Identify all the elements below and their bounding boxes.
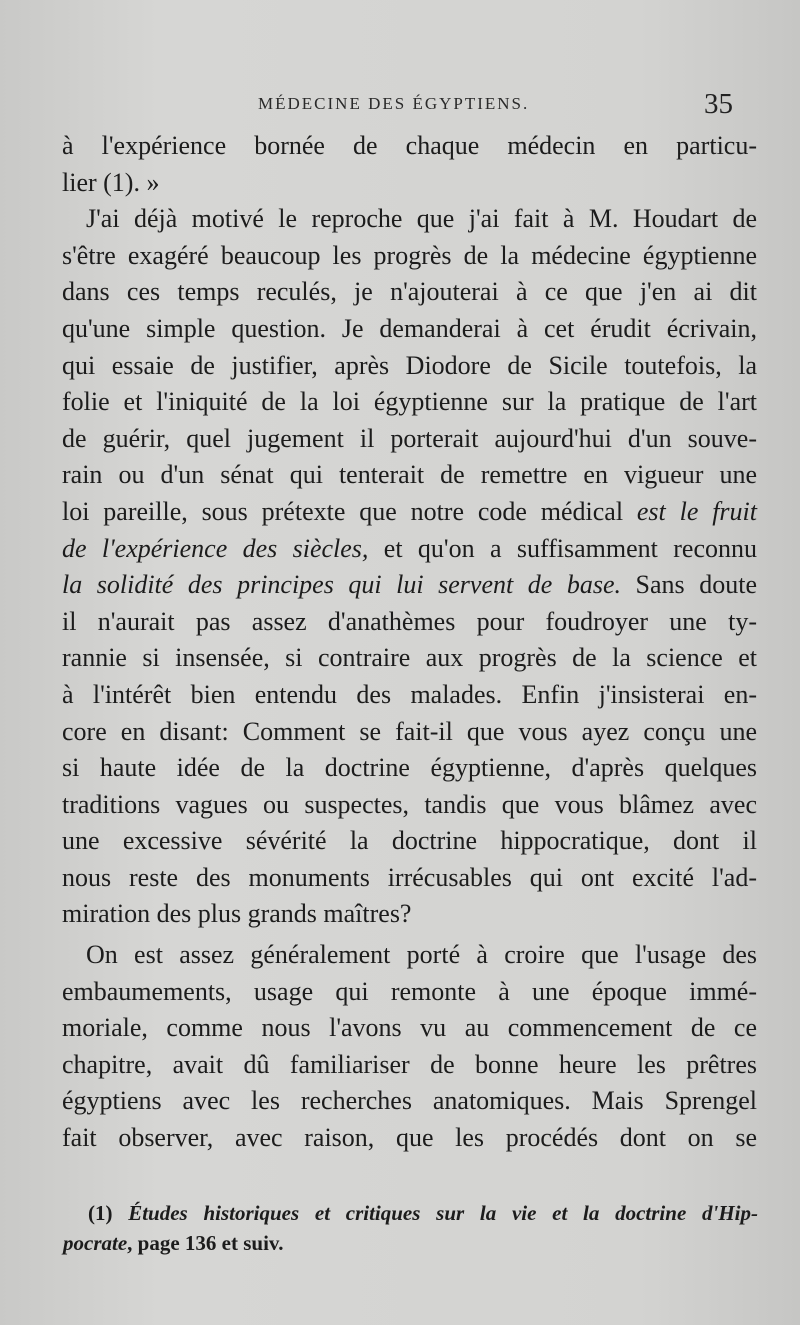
body-line <box>62 640 757 677</box>
body-line <box>62 201 757 238</box>
text-run: folie et l'iniquité de la loi égyptienne sur la pratique de l'art <box>62 387 757 417</box>
text-run: (1) <box>88 1201 129 1225</box>
text-run: core en disant: Comment se fait-il que vous ayez conçu une <box>62 716 757 746</box>
body-line <box>62 750 757 787</box>
text-run: chapitre, avait dû familiariser de bonne heure les prêtres <box>62 1049 757 1079</box>
body-line <box>62 604 757 641</box>
footnote-line <box>88 1198 758 1228</box>
italic-text: la solidité des principes qui lui servent de base. <box>62 570 622 600</box>
body-line <box>62 457 757 494</box>
body-line <box>62 1120 757 1157</box>
text-run: rain ou d'un sénat qui tenterait de remettre en vigueur une <box>62 460 757 490</box>
footnote <box>63 1198 758 1258</box>
body-line <box>62 128 757 165</box>
italic-text: pocrate <box>63 1231 128 1255</box>
text-run: loi pareille, sous prétexte que notre code médical <box>62 496 637 526</box>
text-run: , page 136 et suiv. <box>127 1231 284 1255</box>
italic-text: Études historiques et critiques sur la vie et la doctrine d'Hip- <box>128 1201 758 1225</box>
text-run: et qu'on a suffisamment reconnu <box>368 533 757 563</box>
text-run: à l'expérience bornée de chaque médecin en particu- <box>62 131 757 160</box>
italic-text: est le fruit <box>636 496 757 526</box>
body-line <box>62 1047 757 1084</box>
body-line <box>62 238 757 275</box>
body-line <box>62 787 757 824</box>
text-run: de guérir, quel jugement il porterait aujourd'hui d'un souve- <box>62 423 757 453</box>
text-run: à l'intérêt bien entendu des malades. Enfin j'insisterai en- <box>62 679 757 709</box>
text-run: miration des plus grands maîtres? <box>62 899 412 929</box>
text-run: égyptiens avec les recherches anatomiques. Mais Sprengel <box>62 1086 757 1116</box>
page-number: 35 <box>704 88 733 120</box>
body-line <box>62 274 757 311</box>
text-run: dans ces temps reculés, je n'ajouterai à ce que j'en ai dit <box>62 277 757 307</box>
text-run: On est assez généralement porté à croire que l'usage des <box>86 940 757 970</box>
text-run: si haute idée de la doctrine égyptienne, d'après quelques <box>62 753 757 783</box>
text-run: une excessive sévérité la doctrine hippocratique, dont il <box>62 826 757 856</box>
text-run: lier (1). » <box>62 167 160 197</box>
text-run: rannie si insensée, si contraire aux progrès de la science et <box>62 643 757 673</box>
body-line <box>62 860 757 897</box>
text-run: moriale, comme nous l'avons vu au commencement de ce <box>62 1013 757 1043</box>
body-line <box>62 421 757 458</box>
body-line <box>62 494 757 531</box>
text-run: il n'aurait pas assez d'anathèmes pour foudroyer une ty- <box>62 606 757 636</box>
body-line <box>62 531 757 568</box>
text-run: J'ai déjà motivé le reproche que j'ai fait à M. Houdart de <box>86 204 757 234</box>
body-line <box>62 974 757 1011</box>
body-line <box>62 311 757 348</box>
text-run: fait observer, avec raison, que les procédés dont on se <box>62 1123 757 1153</box>
body-line <box>62 823 757 860</box>
body-line <box>62 937 757 974</box>
body-line <box>62 714 757 751</box>
body-line <box>62 165 757 202</box>
text-run: qui essaie de justifier, après Diodore de Sicile toutefois, la <box>62 350 757 380</box>
text-run: embaumements, usage qui remonte à une époque immé- <box>62 976 757 1006</box>
text-run: qu'une simple question. Je demanderai à cet érudit écrivain, <box>62 313 757 343</box>
italic-text: de l'expérience des siècles, <box>62 533 369 563</box>
body-line <box>62 384 757 421</box>
text-run: traditions vagues ou suspectes, tandis que vous blâmez avec <box>62 789 757 819</box>
footnote-line <box>63 1228 758 1258</box>
text-run: nous reste des monuments irrécusables qui ont excité l'ad- <box>62 862 757 892</box>
body-line <box>62 1010 757 1047</box>
body-line <box>62 896 757 933</box>
running-head: MÉDECINE DES ÉGYPTIENS. <box>258 94 530 113</box>
body-line <box>62 1083 757 1120</box>
body-line <box>62 348 757 385</box>
text-run: s'être exagéré beaucoup les progrès de la médecine égyptienne <box>62 240 757 270</box>
body-text <box>62 128 757 1157</box>
text-run: Sans doute <box>621 570 757 600</box>
body-line <box>62 677 757 714</box>
body-line <box>62 567 757 604</box>
